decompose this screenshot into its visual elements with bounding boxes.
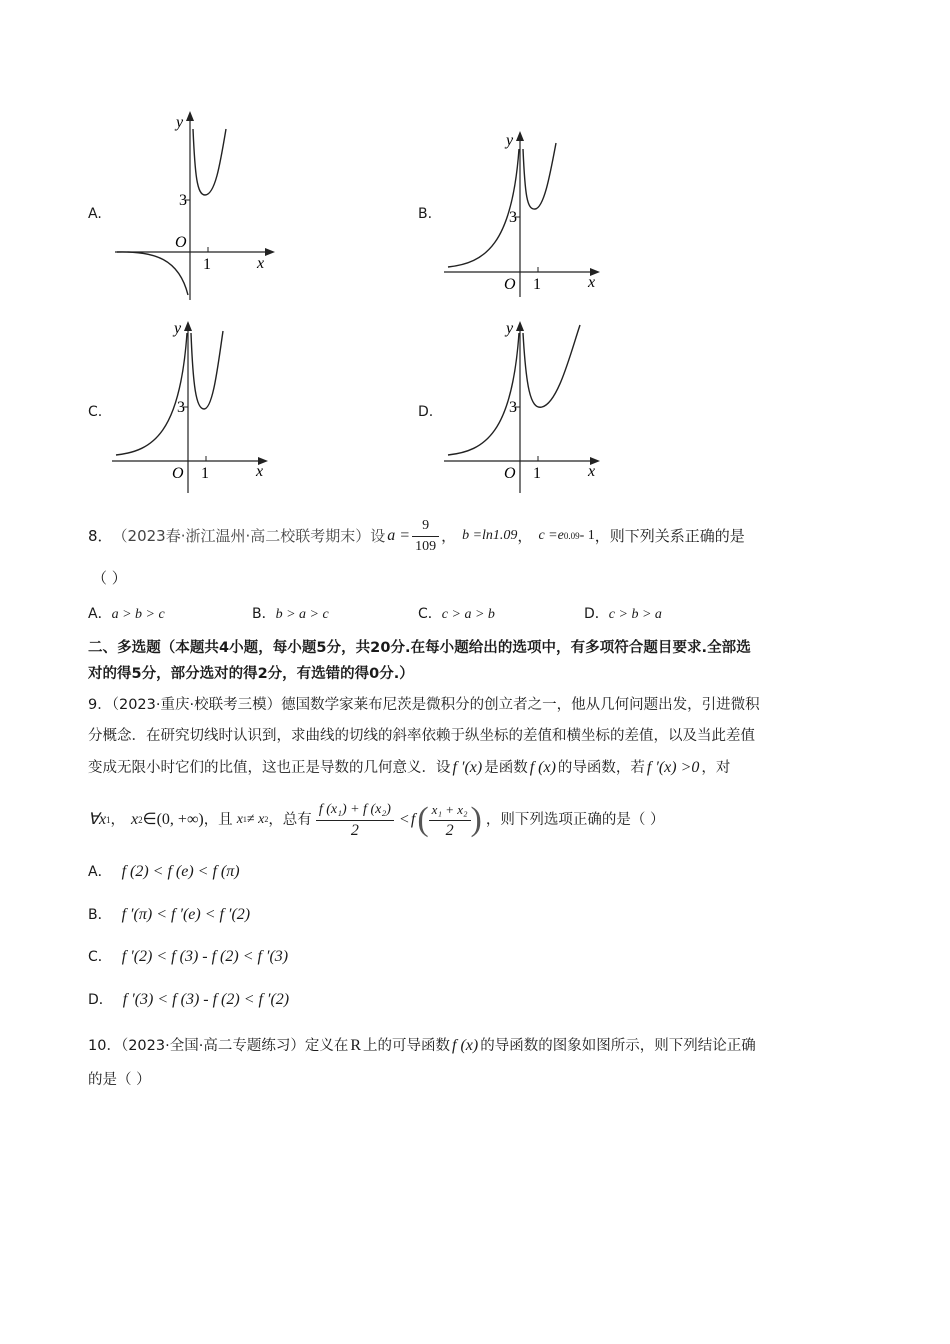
q9-fprime-x: f ′(x) bbox=[452, 759, 483, 776]
section-2-heading-line2: 对的得5分，部分选对的得2分，有选错的得0分.） bbox=[88, 666, 414, 682]
q9-option-a-expr: f (2) < f (e) < f (π) bbox=[121, 863, 240, 880]
q9-option-b[interactable] bbox=[88, 905, 250, 925]
option-label-b: B. bbox=[418, 206, 433, 222]
tick-x-label: 1 bbox=[203, 256, 211, 273]
q9-option-d[interactable] bbox=[88, 990, 289, 1010]
x-label: x bbox=[256, 463, 264, 480]
tick-x-label: 1 bbox=[533, 276, 541, 293]
q9-option-b-expr: f ′(π) < f ′(e) < f ′(2) bbox=[121, 906, 251, 923]
x-label: x bbox=[588, 274, 596, 291]
graph-d bbox=[440, 315, 605, 495]
question-8 bbox=[88, 512, 745, 560]
origin-label: O bbox=[175, 234, 187, 251]
q8-option-a[interactable] bbox=[88, 604, 165, 625]
q10-line2: 的是（ ） bbox=[88, 1072, 151, 1088]
q9-condition: f ′(x) >0 bbox=[646, 759, 700, 776]
q8-answer-paren: （ ） bbox=[92, 569, 127, 587]
q9-option-a[interactable] bbox=[88, 862, 240, 882]
q9-comma: ， bbox=[110, 812, 126, 828]
q9-in-set: ∈(0, +∞) bbox=[142, 811, 204, 828]
q8-sep2: ， bbox=[517, 527, 533, 545]
q9-sub2: 2 bbox=[138, 815, 143, 825]
curve-right bbox=[523, 143, 556, 209]
q9-rhs-numerator: x₁ + x₂ bbox=[429, 800, 471, 821]
graph-b bbox=[440, 125, 605, 300]
y-label: y bbox=[506, 132, 514, 149]
q8-option-c-expr: c > a > b bbox=[441, 607, 495, 622]
q9-option-c-label: C． bbox=[88, 949, 112, 965]
q9-line2: 分概念．在研究切线时认识到，求曲线的切线的斜率依赖于纵坐标的差值和横坐标的差值，以及当此差值 bbox=[88, 728, 755, 744]
q9-x2: x bbox=[131, 811, 139, 828]
q8-c-exponent: 0.09 bbox=[563, 531, 580, 541]
q8-option-c-label: C． bbox=[418, 606, 442, 622]
q8-option-a-expr: a > b > c bbox=[111, 607, 165, 622]
q10-line1-a: 10．（2023·全国·高二专题练习）定义在 bbox=[88, 1038, 349, 1054]
x-label: x bbox=[257, 255, 265, 272]
origin-label: O bbox=[172, 465, 184, 482]
curve-left bbox=[116, 333, 187, 455]
q9-lhs-numerator: f (x₁) + f (x₂) bbox=[316, 800, 394, 821]
q9-option-d-expr: f ′(3) < f (3) - f (2) < f ′(2) bbox=[122, 991, 290, 1008]
tick-x-label: 1 bbox=[201, 465, 209, 482]
graph-a bbox=[105, 105, 280, 305]
q10-line1 bbox=[88, 1036, 756, 1056]
q8-option-b-label: B． bbox=[252, 606, 276, 622]
q9-and: ，且 bbox=[203, 812, 233, 828]
q9-option-c[interactable] bbox=[88, 947, 288, 967]
q9-neq-sub1: 1 bbox=[242, 815, 247, 824]
curve-right bbox=[193, 129, 226, 195]
q8-a-fraction bbox=[412, 516, 439, 557]
q9-tail: ，则下列选项正确的是（ ） bbox=[485, 812, 665, 828]
curve-left bbox=[448, 333, 519, 455]
origin-label: O bbox=[504, 276, 516, 293]
q8-option-b[interactable] bbox=[252, 604, 329, 625]
q9-paren-open: ( bbox=[417, 801, 429, 838]
tick-x-label: 1 bbox=[533, 465, 541, 482]
q9-option-b-label: B． bbox=[88, 907, 112, 923]
q8-option-a-label: A． bbox=[88, 606, 112, 622]
q8-c-lhs: c =e bbox=[538, 528, 564, 543]
curve-left bbox=[117, 252, 188, 295]
q9-rhs-denominator: 2 bbox=[445, 821, 454, 839]
q8-option-b-expr: b > a > c bbox=[275, 607, 329, 622]
q8-a-numerator: 9 bbox=[412, 516, 439, 537]
section-2-heading-line1: 二、多选题（本题共4小题，每小题5分，共20分.在每小题给出的选项中，有多项符合题目要求.全部选 bbox=[88, 640, 751, 656]
graph-c bbox=[108, 315, 278, 495]
q9-neq-sub2: 2 bbox=[264, 815, 269, 824]
q9-option-a-label: A． bbox=[88, 864, 112, 880]
q9-f-of: f bbox=[410, 811, 416, 828]
option-label-a: A. bbox=[88, 206, 102, 222]
option-label-d: D. bbox=[418, 404, 434, 420]
q8-option-c[interactable] bbox=[418, 604, 495, 625]
q8-source: （2023春·浙江温州·高二校联考期末）设 bbox=[112, 527, 386, 545]
curve-right bbox=[523, 325, 580, 407]
y-label: y bbox=[176, 114, 184, 131]
q8-c-rhs: - 1 bbox=[579, 528, 595, 543]
x-label: x bbox=[588, 463, 596, 480]
q9-f-x: f (x) bbox=[529, 759, 556, 776]
q9-line1: 9．（2023·重庆·校联考三模）德国数学家莱布尼茨是微积分的创立者之一，他从几何问题出发，引进微积 bbox=[88, 697, 760, 713]
q9-sub1: 1 bbox=[106, 815, 111, 825]
q8-option-d-expr: c > b > a bbox=[608, 607, 662, 622]
q9-line3-b: 是函数 bbox=[484, 760, 528, 776]
y-label: y bbox=[174, 320, 182, 337]
option-label-c: C. bbox=[88, 404, 103, 420]
q8-sep1: ， bbox=[441, 527, 457, 545]
q8-b-expr: b =ln1.09 bbox=[462, 528, 518, 543]
q8-number: 8． bbox=[88, 527, 113, 545]
q9-option-d-label: D． bbox=[88, 992, 113, 1008]
q9-line4 bbox=[88, 794, 664, 846]
q8-option-d[interactable] bbox=[584, 604, 662, 625]
q9-line3 bbox=[88, 758, 730, 778]
q9-option-c-expr: f ′(2) < f (3) - f (2) < f ′(3) bbox=[121, 948, 289, 965]
q9-neq-x2: ≠ x bbox=[246, 812, 265, 827]
curve-left bbox=[448, 149, 519, 267]
q8-a-lhs: a = bbox=[387, 527, 411, 544]
q9-line3-a: 变成无限小时它们的比值，这也正是导数的几何意义．设 bbox=[88, 760, 451, 776]
q8-option-d-label: D． bbox=[584, 606, 609, 622]
q9-line3-c: 的导函数，若 bbox=[557, 760, 645, 776]
q10-f-x: f (x) bbox=[452, 1037, 479, 1054]
q9-ineq-lead: ，总有 bbox=[268, 812, 312, 828]
q9-fraction-lhs bbox=[316, 800, 394, 841]
q9-lt: < bbox=[399, 811, 409, 828]
q9-forall: ∀x bbox=[88, 811, 107, 828]
q8-a-denominator: 109 bbox=[415, 538, 437, 554]
q10-R: R bbox=[350, 1037, 361, 1054]
origin-label: O bbox=[504, 465, 516, 482]
q9-line3-d: ，对 bbox=[701, 760, 731, 776]
tick-y-label: 3 bbox=[179, 192, 187, 209]
q8-tail: ，则下列关系正确的是 bbox=[594, 527, 745, 545]
q9-paren-close: ) bbox=[470, 801, 482, 838]
tick-y-label: 3 bbox=[509, 399, 517, 416]
tick-y-label: 3 bbox=[509, 209, 517, 226]
curve-right bbox=[191, 331, 223, 409]
q9-neq-x1: x bbox=[236, 812, 243, 827]
tick-y-label: 3 bbox=[177, 399, 185, 416]
y-label: y bbox=[506, 320, 514, 337]
q10-line1-c: 的导函数的图象如图所示，则下列结论正确 bbox=[480, 1038, 756, 1054]
q9-fraction-rhs bbox=[429, 800, 471, 841]
q10-line1-b: 上的可导函数 bbox=[363, 1038, 450, 1054]
q9-lhs-denominator: 2 bbox=[350, 821, 359, 839]
